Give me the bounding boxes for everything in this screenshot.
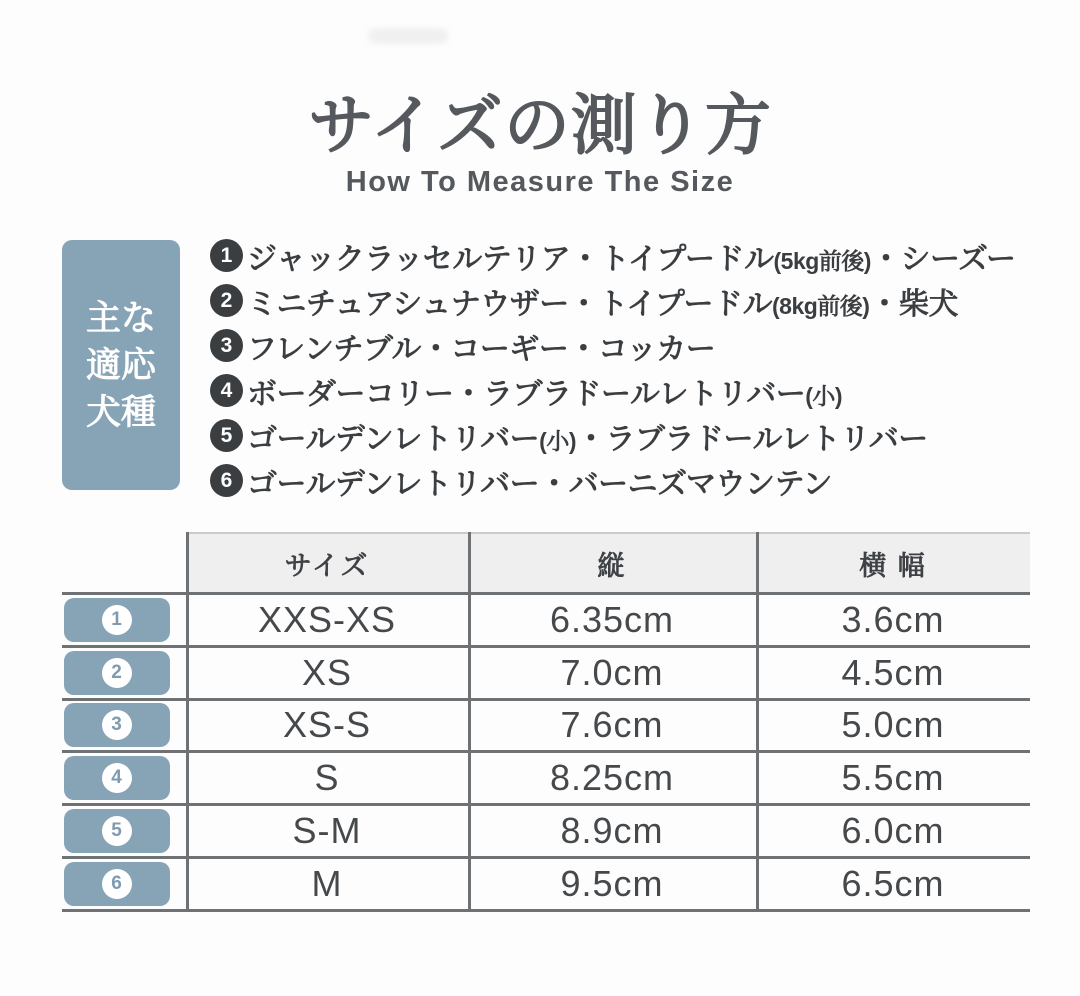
width-cell: 4.5cm (841, 651, 945, 693)
breed-text-segment: ゴールデンレトリバー (247, 422, 540, 456)
row-number: 2 (102, 658, 132, 688)
breed-text-segment: ・シーズー (870, 242, 1016, 276)
table-vertical-line (186, 532, 189, 912)
breed-text (247, 234, 1015, 278)
breed-list-item (210, 278, 1015, 323)
breed-list-item (210, 323, 1015, 368)
breed-text-segment: ゴールデンレトリバー・バーニズマウンテン (247, 467, 833, 501)
table-header-row (62, 532, 1030, 595)
row-number-cell (62, 648, 186, 698)
breed-number-badge: 3 (210, 329, 243, 362)
breed-text-segment: ミニチュアシュナウザー・トイプードル (247, 287, 772, 321)
width-cell: 6.0cm (841, 810, 945, 852)
size-cell: XS (301, 651, 353, 693)
table-vertical-line (756, 532, 759, 912)
height-cell: 6.35cm (549, 598, 675, 640)
size-cell: XXS-XS (257, 598, 397, 640)
breed-text (247, 369, 842, 413)
row-number: 1 (102, 605, 132, 635)
size-cell: S-M (292, 810, 362, 852)
breed-list (210, 233, 1015, 503)
breed-text-segment: (小) (805, 382, 843, 409)
row-number-badge (64, 598, 170, 642)
header-height: 縦 (468, 532, 756, 592)
table-row (62, 648, 1030, 701)
breed-text-segment: ボーダーコリー・ラブラドールレトリバー (247, 377, 806, 411)
height-cell: 7.0cm (560, 651, 664, 693)
width-cell: 3.6cm (841, 598, 945, 640)
breed-label-line: 犬種 (85, 392, 156, 432)
page-subtitle: How To Measure The Size (345, 166, 735, 198)
table-row (62, 595, 1030, 648)
breed-label-line: 主な (85, 298, 156, 338)
row-number: 5 (102, 816, 132, 846)
breed-number-badge: 6 (210, 464, 243, 497)
row-number-badge (64, 651, 170, 695)
header-width: 横 幅 (756, 532, 1030, 592)
header-gutter-cell (62, 532, 186, 592)
breed-number-badge: 2 (210, 284, 243, 317)
breed-text-segment: (5kg前後) (773, 247, 871, 274)
breed-list-item (210, 368, 1015, 413)
breed-list-item (210, 233, 1015, 278)
breed-text (247, 414, 928, 458)
row-number-badge (64, 809, 170, 853)
breed-text-segment: ジャックラッセルテリア・トイプードル (247, 242, 774, 276)
breed-list-item (210, 458, 1015, 503)
width-cell: 5.5cm (841, 757, 945, 799)
row-number-badge (64, 703, 170, 747)
table-row (62, 806, 1030, 859)
size-cell: XS-S (282, 704, 372, 746)
row-number-cell (62, 806, 186, 856)
breed-label-line: 適応 (85, 345, 156, 385)
table-vertical-line (468, 532, 471, 912)
height-cell: 7.6cm (560, 704, 664, 746)
height-cell: 8.25cm (549, 757, 675, 799)
row-number-cell (62, 701, 186, 751)
width-cell: 5.0cm (841, 704, 945, 746)
table-row (62, 701, 1030, 754)
table-row (62, 859, 1030, 912)
row-number-cell (62, 859, 186, 909)
row-number-badge (64, 756, 170, 800)
breed-text (247, 279, 958, 323)
breed-text-segment: (小) (539, 427, 576, 454)
breed-number-badge: 1 (210, 239, 243, 272)
breed-number-badge: 5 (210, 419, 243, 452)
cropped-artifact (368, 28, 448, 44)
size-cell: M (311, 862, 343, 904)
row-number: 3 (102, 710, 132, 740)
table-row (62, 753, 1030, 806)
row-number-cell (62, 753, 186, 803)
width-cell: 6.5cm (841, 862, 945, 904)
breed-text (247, 459, 832, 503)
size-table (62, 532, 1030, 912)
breed-number-badge: 4 (210, 374, 243, 407)
row-number: 4 (102, 763, 132, 793)
breed-text-segment: ・柴犬 (869, 287, 958, 321)
breed-text-segment: フレンチブル・コーギー・コッカー (247, 332, 716, 366)
height-cell: 9.5cm (560, 862, 664, 904)
height-cell: 8.9cm (560, 810, 664, 852)
row-number-cell (62, 595, 186, 645)
page-title: サイズの測り方 (308, 88, 772, 162)
breed-section-label-box (62, 240, 180, 490)
breed-text-segment: ・ラブラドールレトリバー (575, 422, 928, 456)
size-cell: S (314, 757, 340, 799)
row-number: 6 (102, 869, 132, 899)
breed-list-item (210, 413, 1015, 458)
header-size: サイズ (186, 532, 468, 592)
breed-text (247, 324, 715, 368)
row-number-badge (64, 862, 170, 906)
breed-text-segment: (8kg前後) (772, 292, 870, 319)
